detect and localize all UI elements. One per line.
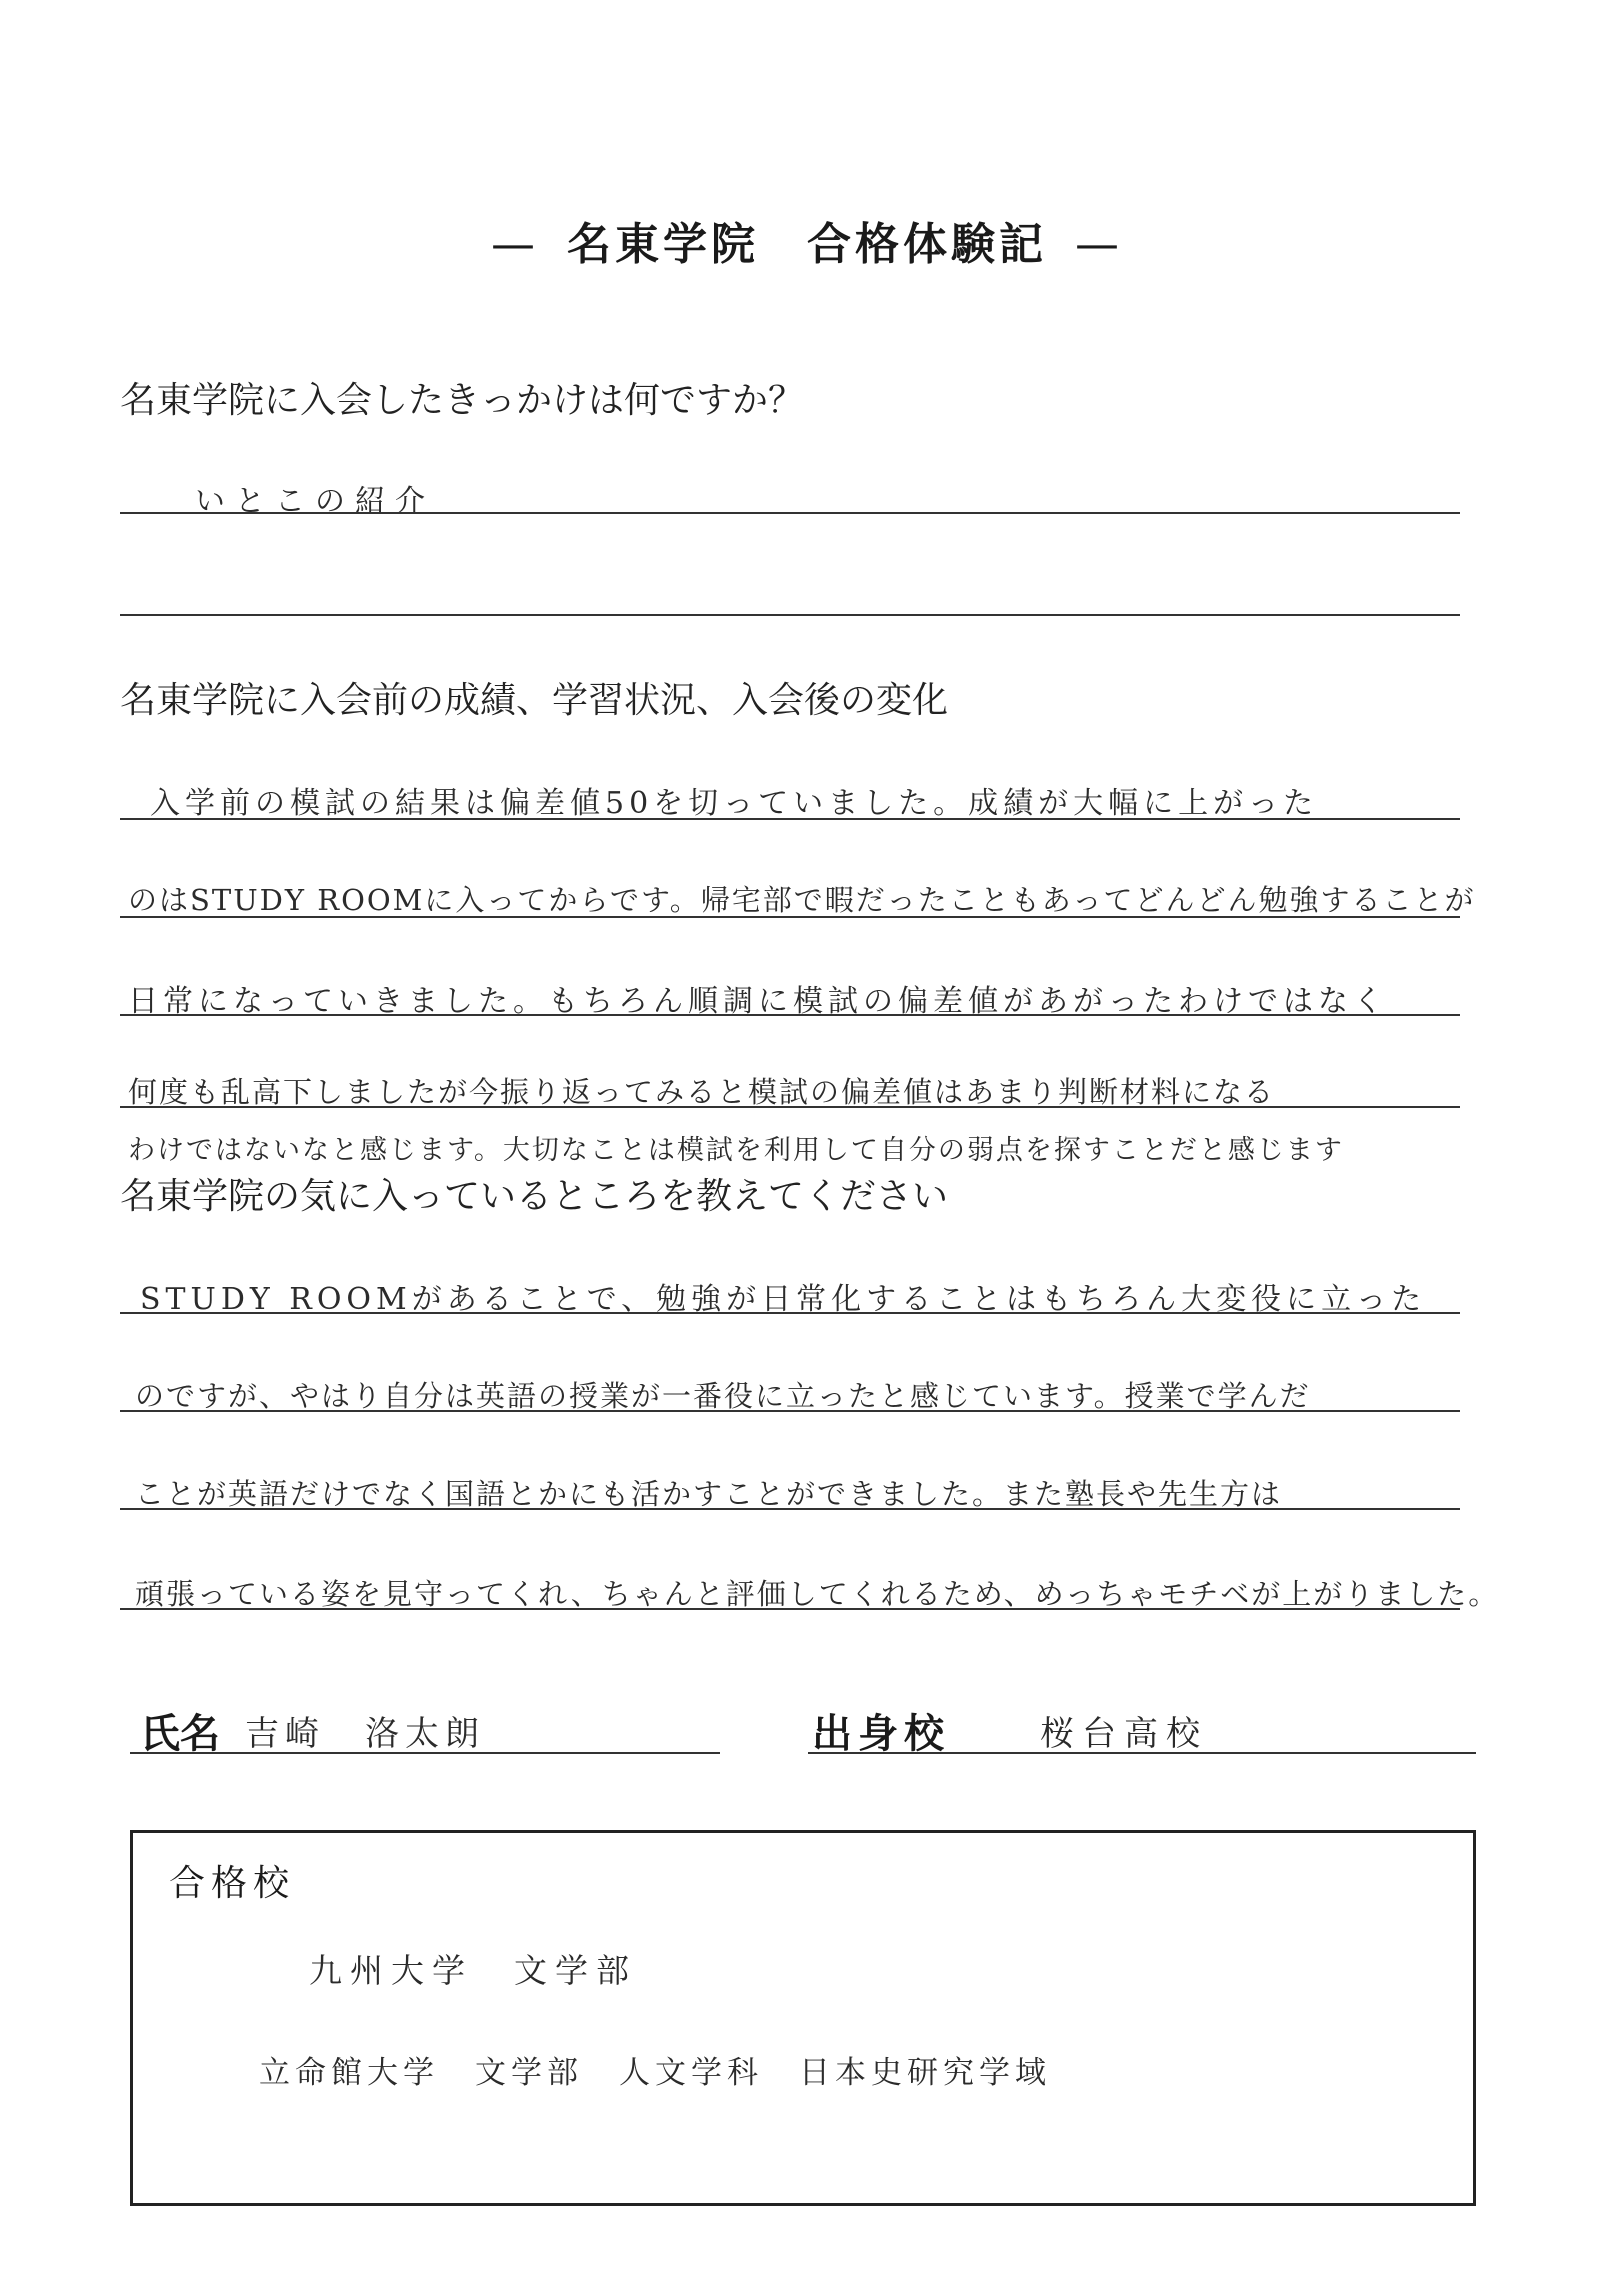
answer-line [120,1312,1460,1314]
answer-line [120,1410,1460,1412]
question-3-answer-line: のですが、やはり自分は英語の授業が一番役に立ったと感じています。授業で学んだ [135,1379,1311,1413]
question-2-answer-line: 日常になっていきました。もちろん順調に模試の偏差値があがったわけではなく [128,984,1388,1019]
name-label: 氏名 [140,1711,220,1757]
passed-school-item: 立命館大学 文学部 人文学科 日本史研究学域 [259,2055,1051,2091]
answer-line [120,916,1460,918]
answer-line [120,1014,1460,1016]
question-2-answer-line: わけではないなと感じます。大切なことは模試を利用して自分の弱点を探すことだと感じます [128,1135,1344,1166]
question-3-answer-line: 頑張っている姿を見守ってくれ、ちゃんと評価してくれるため、めっちゃモチベが上がりました。 [135,1577,1500,1611]
question-2-answer-line: 入学前の模試の結果は偏差値50を切っていました。成績が大幅に上がった [150,786,1319,821]
answer-line [120,512,1460,514]
question-3-label: 名東学院の気に入っているところを教えてください [120,1176,949,1217]
question-3-answer-line: STUDY ROOMがあることで、勉強が日常化することはもちろん大変役に立った [140,1282,1427,1317]
question-1-label: 名東学院に入会したきっかけは何ですか？ [120,380,805,421]
passed-schools-box [130,1830,1476,2206]
question-2-answer-line: のはSTUDY ROOMに入ってからです。帰宅部で暇だったこともあってどんどん勉強することが [128,883,1476,917]
answer-line [120,1106,1460,1108]
page-title [0,208,1614,272]
school-underline [808,1752,1476,1754]
answer-line [120,818,1460,820]
question-3-answer-line: ことが英語だけでなく国語とかにも活かすことができました。また塾長や先生方は [135,1477,1283,1511]
title-dash-right: — [1075,219,1123,270]
title-text: 名東学院 合格体験記 [567,219,1047,270]
question-1-answer: いとこの紹介 [195,484,435,519]
answer-line [120,614,1460,616]
title-dash-left: — [491,219,539,270]
answer-line [120,1508,1460,1510]
question-2-label: 名東学院に入会前の成績、学習状況、入会後の変化 [120,680,949,721]
name-underline [130,1752,720,1754]
school-value: 桜台高校 [1040,1714,1208,1754]
passed-school-item: 九州大学 文学部 [309,1951,637,1990]
question-2-answer-line: 何度も乱高下しましたが今振り返ってみると模試の偏差値はあまり判断材料になる [128,1075,1276,1109]
name-value: 吉崎 洛太朗 [245,1714,485,1754]
passed-schools-label: 合格校 [169,1863,296,1904]
answer-line [120,1608,1460,1610]
school-label: 出身校 [812,1711,950,1757]
